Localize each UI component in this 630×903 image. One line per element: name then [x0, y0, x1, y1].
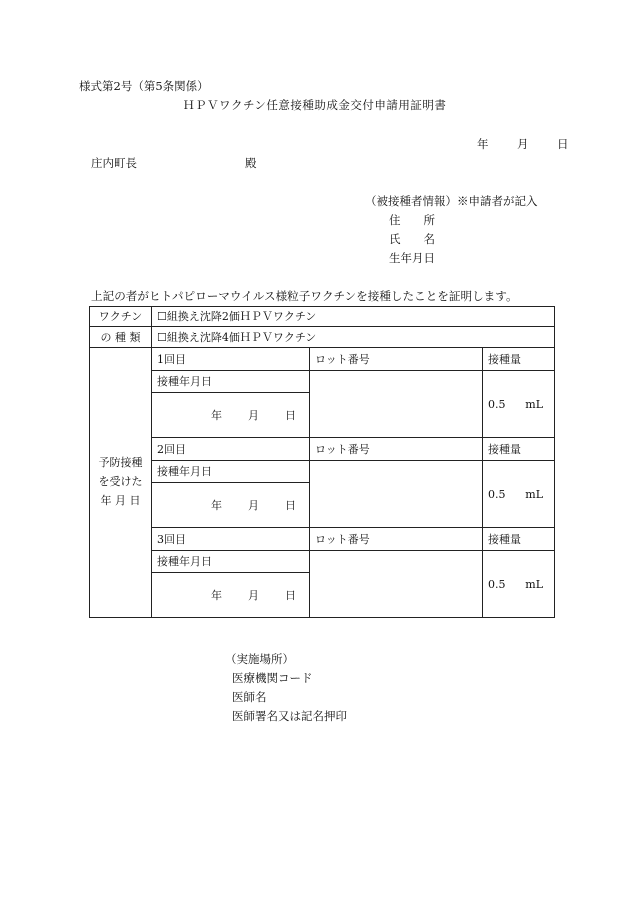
certification-text: 上記の者がヒトパピローマウイルス様粒子ワクチンを接種したことを証明します。 — [91, 289, 518, 303]
option-4valent[interactable]: ☐組換え沈降4価ＨＰＶワクチン — [152, 327, 555, 348]
option-2valent[interactable]: ☐組換え沈降2価ＨＰＶワクチン — [152, 307, 555, 327]
dose-3-month: 月 — [248, 588, 259, 602]
dose-3-round: 3回目 — [152, 528, 310, 551]
doctor-signature-label: 医師署名又は記名押印 — [232, 709, 347, 723]
dose-3-year: 年 — [211, 588, 222, 602]
doctor-name-label: 医師名 — [232, 690, 267, 704]
dose-2-lot-field[interactable] — [310, 461, 483, 528]
dose-2-year: 年 — [211, 498, 222, 512]
facility-code-label: 医療機関コード — [232, 671, 313, 685]
dose-3-date-label: 接種年月日 — [152, 551, 310, 573]
name-label: 氏 名 — [389, 232, 435, 246]
document-title: ＨＰＶワクチン任意接種助成金交付申請用証明書 — [183, 98, 447, 112]
address-label: 住 所 — [389, 213, 435, 227]
dose-1-amount-field — [483, 371, 555, 438]
dose-2-month: 月 — [248, 498, 259, 512]
dose-1-round: 1回目 — [152, 348, 310, 371]
addressee-mayor: 庄内町長 — [91, 156, 137, 170]
dose-3-day: 日 — [285, 588, 296, 602]
dose-2-amount-field — [483, 461, 555, 528]
dose-3-amount-label: 接種量 — [483, 528, 555, 551]
dose-3-amount-field — [483, 551, 555, 618]
dose-2-round: 2回目 — [152, 438, 310, 461]
dose-2-lot-label: ロット番号 — [310, 438, 483, 461]
vaccination-dates-label: 予防接種を受けた年 月 日 — [90, 348, 152, 618]
vaccination-certificate-table — [89, 306, 555, 618]
dose-3-unit: mL — [525, 577, 544, 591]
dose-1-month: 月 — [248, 408, 259, 422]
dose-1-date-field[interactable] — [152, 393, 310, 438]
date-year: 年 — [477, 137, 489, 151]
dose-1-amount-value: 0.5 — [488, 397, 506, 411]
birthdate-label: 生年月日 — [389, 251, 435, 265]
form-number: 様式第2号（第5条関係） — [79, 79, 209, 93]
facility-heading: （実施場所） — [225, 652, 294, 666]
vaccine-type-label-1: ワクチン — [90, 307, 152, 327]
dose-1-lot-label: ロット番号 — [310, 348, 483, 371]
dose-1-date-label: 接種年月日 — [152, 371, 310, 393]
recipient-info-heading: （被接種者情報）※申請者が記入 — [365, 194, 538, 208]
date-month: 月 — [517, 137, 529, 151]
dose-1-lot-field[interactable] — [310, 371, 483, 438]
dose-1-unit: mL — [525, 397, 544, 411]
dose-2-unit: mL — [525, 487, 544, 501]
dose-3-date-field[interactable] — [152, 573, 310, 618]
dose-2-amount-value: 0.5 — [488, 487, 506, 501]
dose-1-year: 年 — [211, 408, 222, 422]
dose-3-lot-field[interactable] — [310, 551, 483, 618]
dose-3-amount-value: 0.5 — [488, 577, 506, 591]
dose-3-lot-label: ロット番号 — [310, 528, 483, 551]
dose-2-amount-label: 接種量 — [483, 438, 555, 461]
dose-2-date-label: 接種年月日 — [152, 461, 310, 483]
vaccine-type-label-2: の 種 類 — [90, 327, 152, 348]
dose-2-date-field[interactable] — [152, 483, 310, 528]
addressee-honorific: 殿 — [245, 156, 257, 170]
dose-2-day: 日 — [285, 498, 296, 512]
dose-1-day: 日 — [285, 408, 296, 422]
dose-1-amount-label: 接種量 — [483, 348, 555, 371]
date-day: 日 — [557, 137, 569, 151]
